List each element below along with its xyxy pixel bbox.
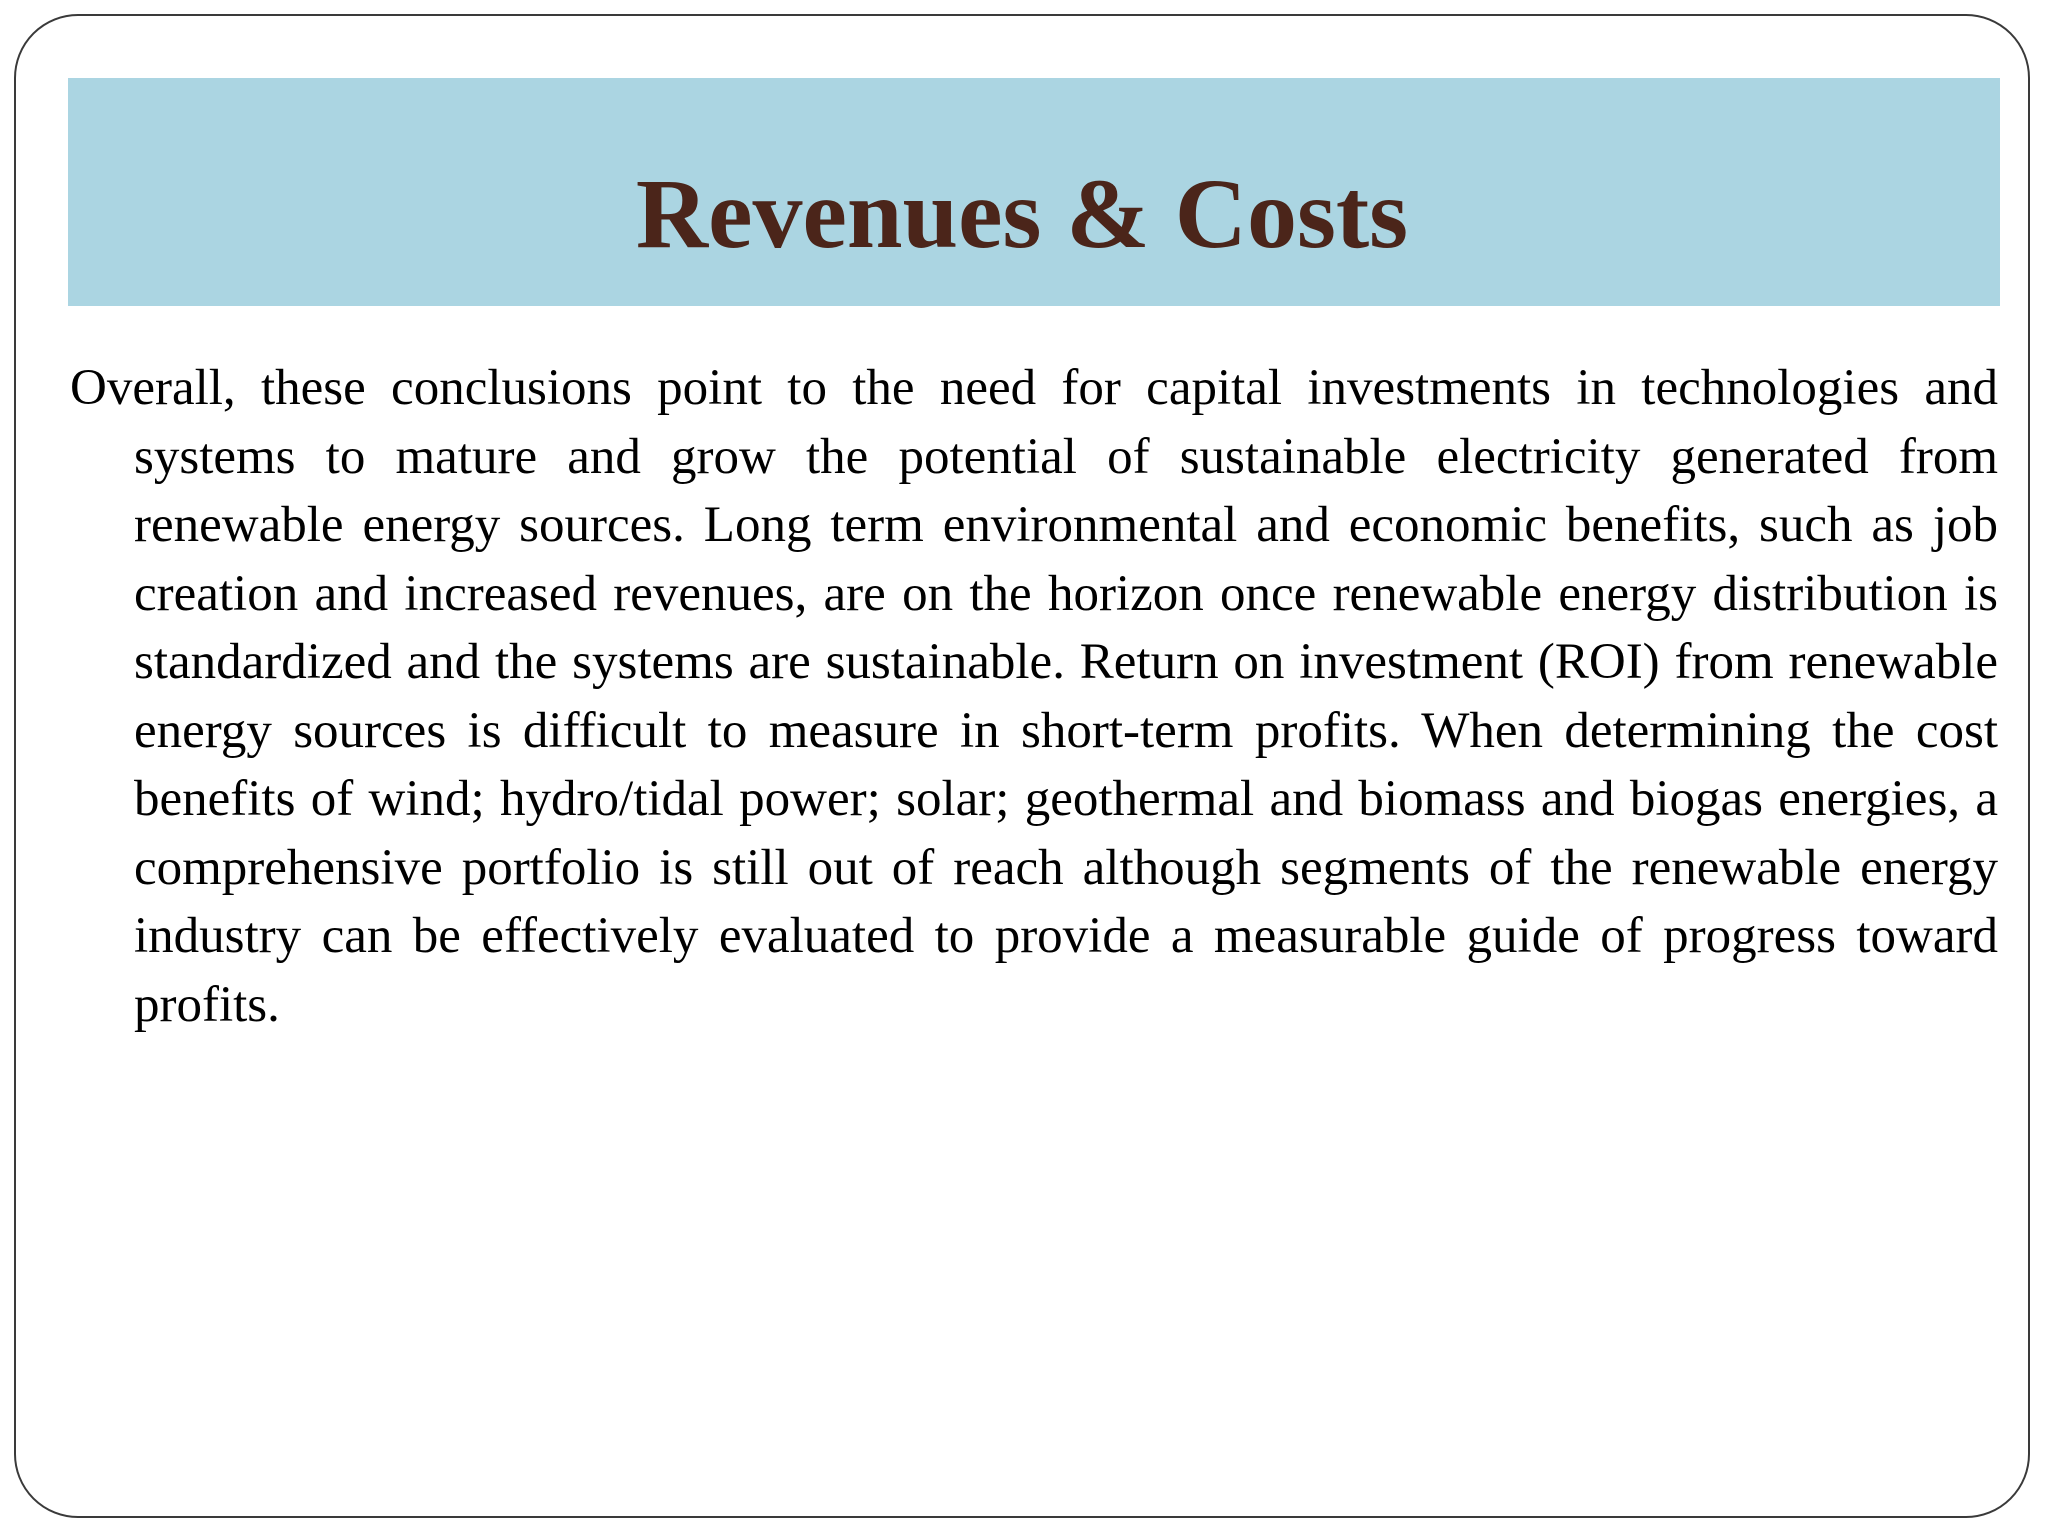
slide-title: Revenues & Costs <box>635 158 1409 269</box>
slide-body-paragraph: Overall, these conclusions point to the need for capital investments in technologies and systems to mature and grow the potential of sustainable electricity generated from renewable energy sources. Long term environmental and economic benefits, such as job creation and increased revenues, are on the horizon once renewable energy distribution is standardized and the systems are sustainable. Return on investment (ROI) from renewable energy sources is difficult to measure in short-term profits. When determining the cost benefits of wind; hydro/tidal power; solar; geothermal and biomass and biogas energies, a comprehensive portfolio is still out of reach although segments of the renewable energy industry can be effectively evaluated to provide a measurable guide of progress toward profits. <box>70 360 1998 1033</box>
slide-frame <box>14 14 2030 1518</box>
